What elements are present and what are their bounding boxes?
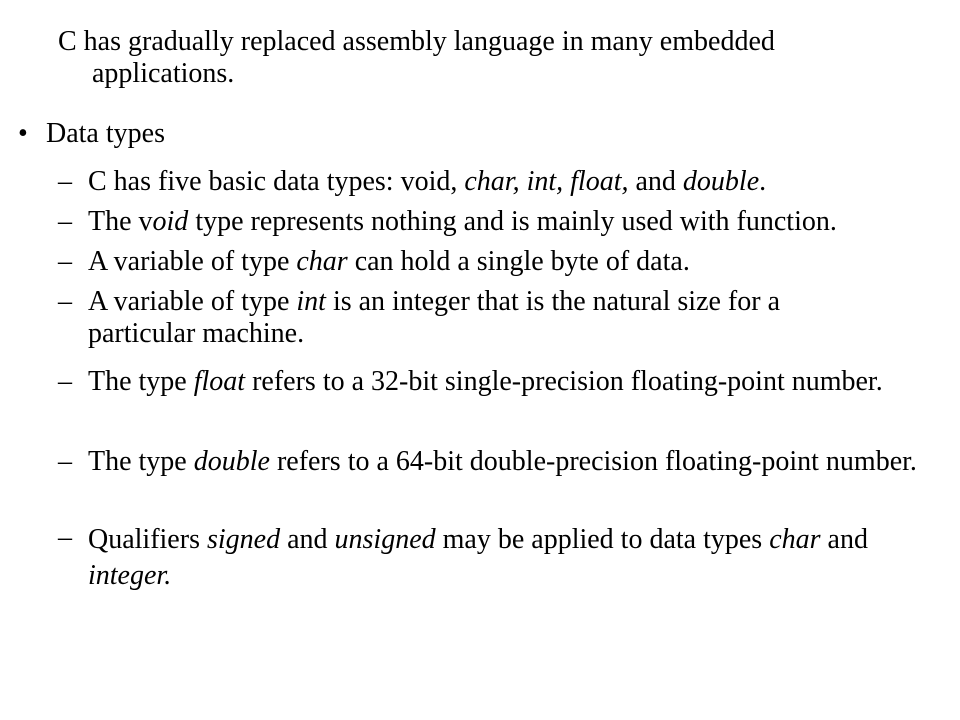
sub-item-double: – The type double refers to a 64-bit double-precision floating-point number. [58,446,917,477]
sub-item-int: – A variable of type int is an integer that is the natural size for a particular machine. [58,286,780,349]
intro-line-2: applications. [92,58,235,89]
dash-marker: – [58,446,72,477]
bullet-marker: • [18,118,28,149]
dash-marker: – [58,522,72,553]
sub-item-qualifiers: – Qualifiers signed and unsigned may be applied to data types char and integer. [58,522,868,591]
dash-marker: – [58,206,72,237]
bullet-label: Data types [46,118,165,149]
sub-item-float: – The type float refers to a 32-bit single-precision floating-point number. [58,366,883,397]
intro-paragraph [58,26,918,90]
sub-item-basic-types: – C has five basic data types: void, char, int, float, and double. [58,166,767,197]
dash-marker: – [58,166,72,197]
sub-item-char: – A variable of type char can hold a single byte of data. [58,246,690,277]
intro-line-1: C has gradually replaced assembly language in many embedded [58,26,775,57]
sub-item-void: – The void type represents nothing and is mainly used with function. [58,206,837,237]
dash-marker: – [58,246,72,277]
dash-marker: – [58,286,72,317]
bullet-data-types [18,118,165,150]
dash-marker: – [58,366,72,397]
